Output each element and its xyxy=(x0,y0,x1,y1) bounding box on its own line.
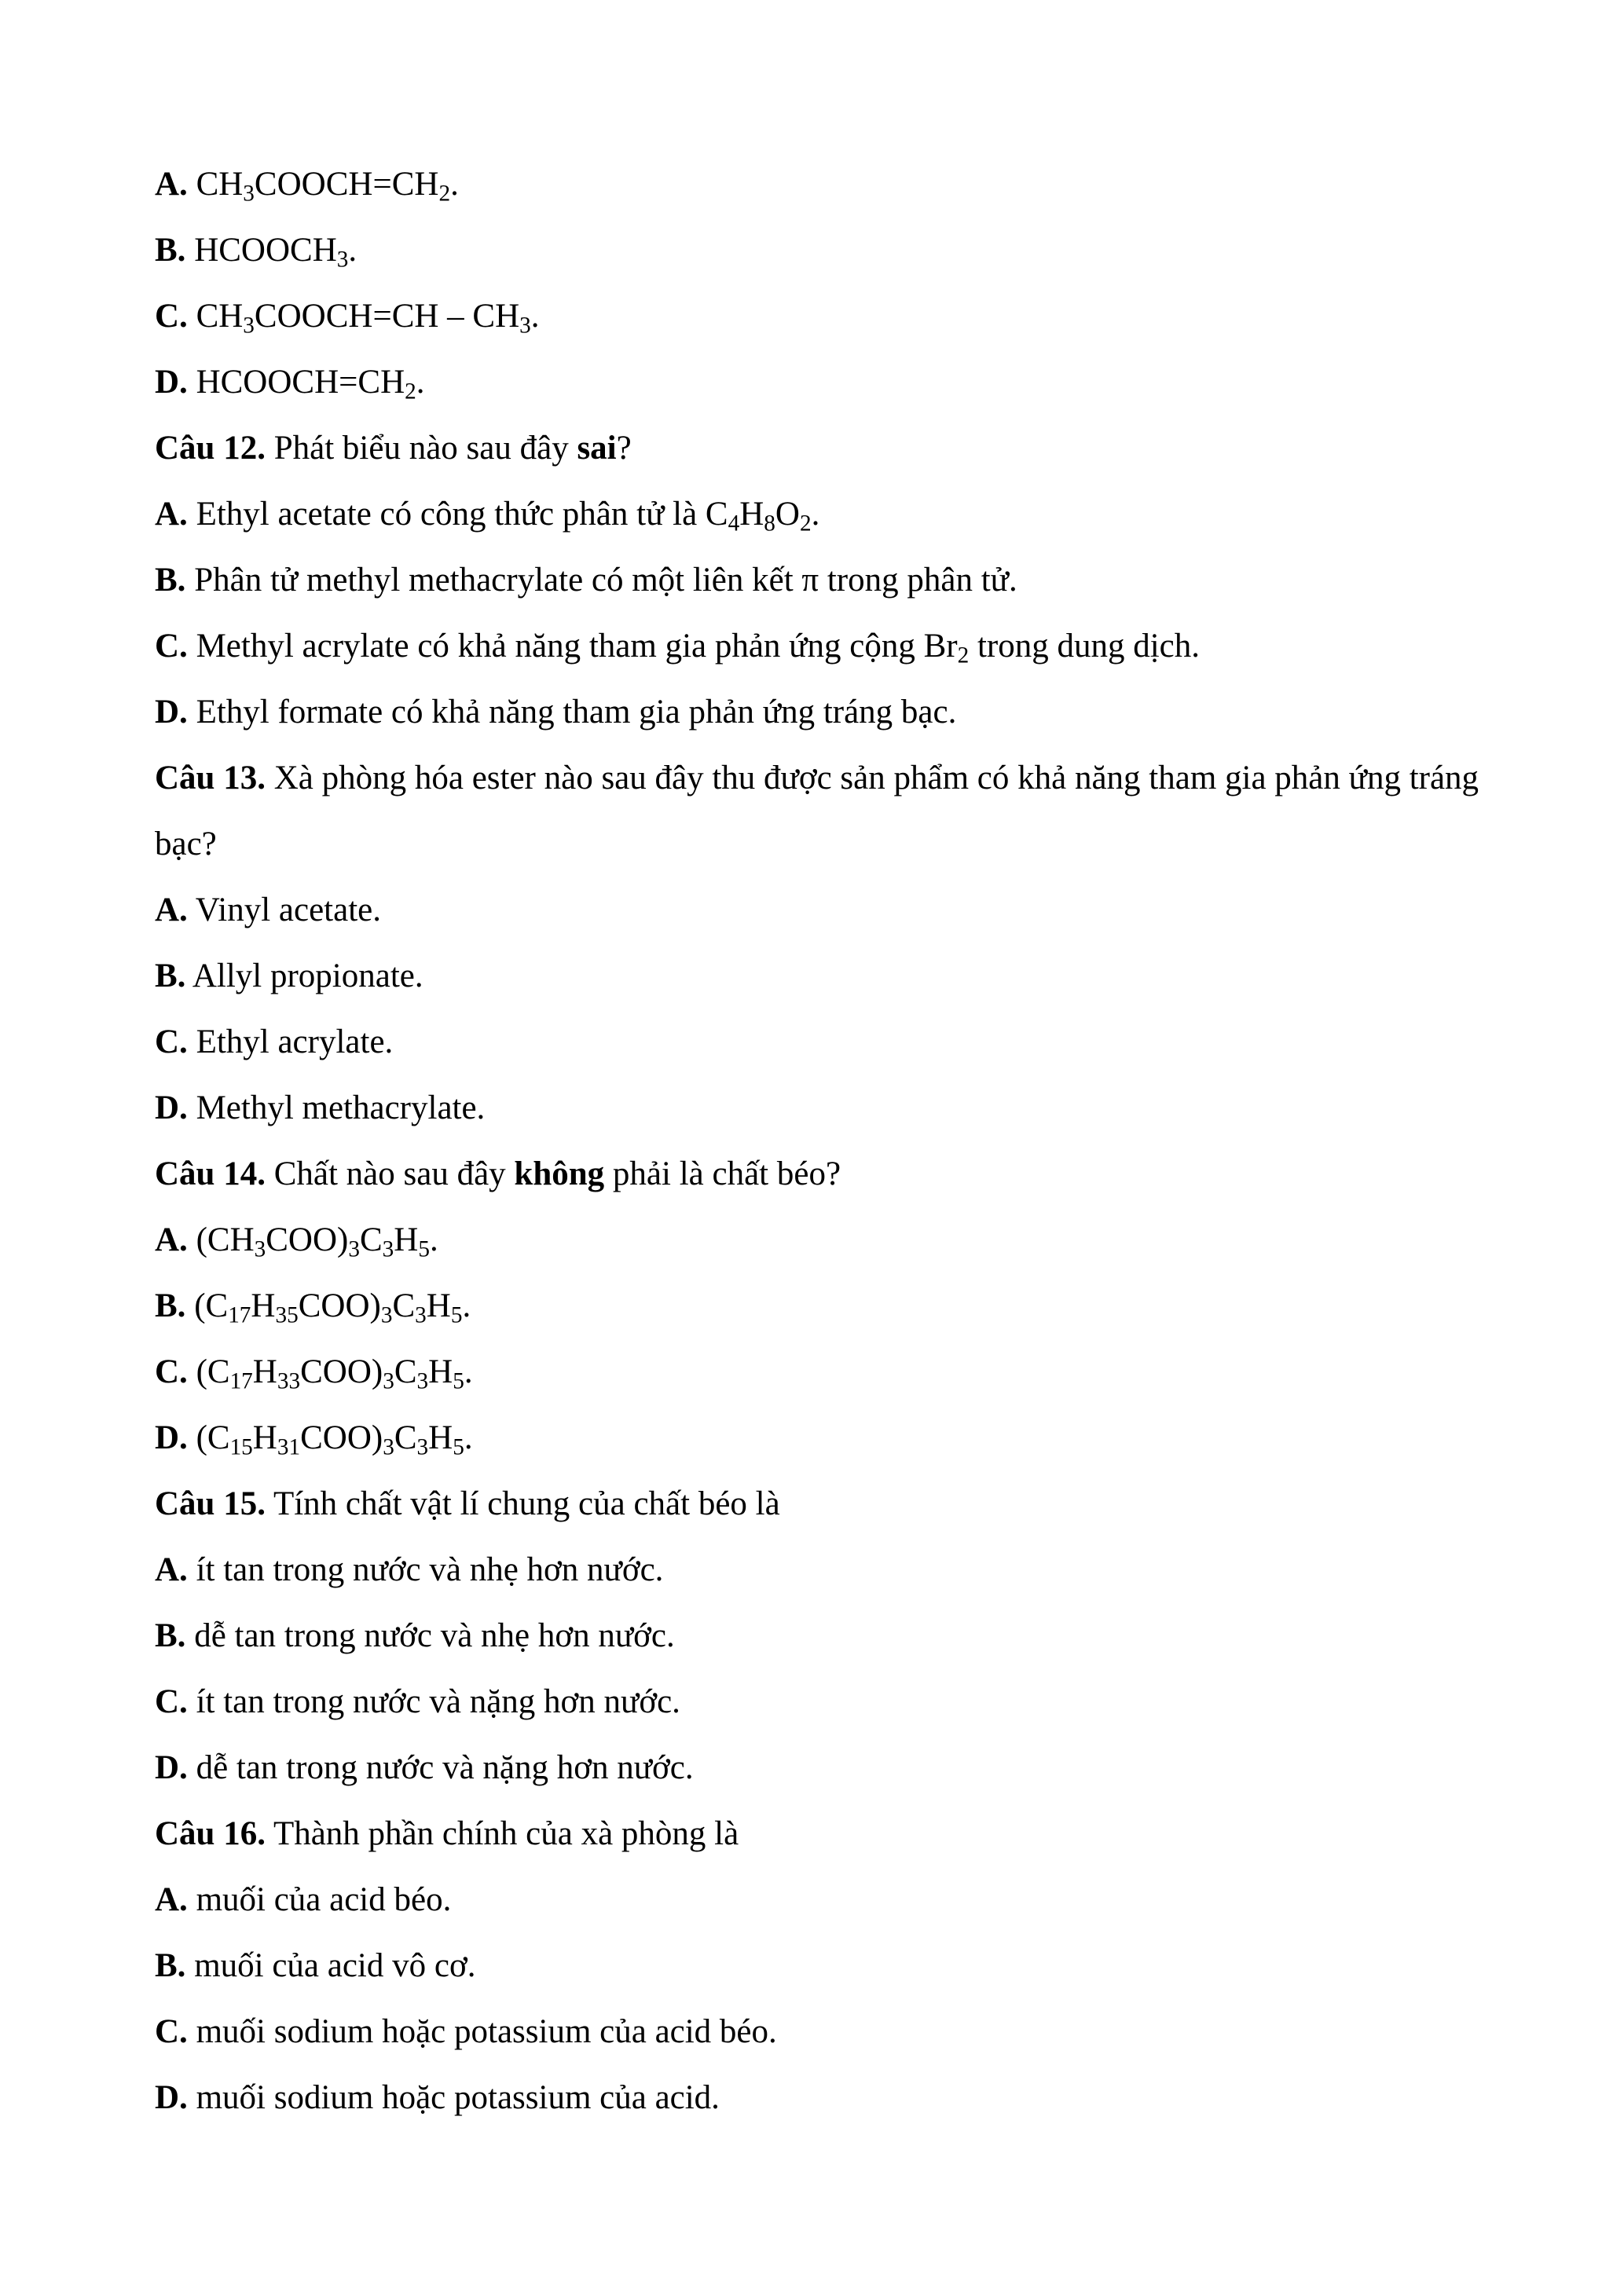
text-run: Allyl propionate. xyxy=(192,958,423,994)
text-run: H xyxy=(428,1353,453,1390)
text-run: muối sodium hoặc potassium của acid. xyxy=(196,2079,720,2116)
subscript: 3 xyxy=(336,247,349,273)
text-run: phải là chất béo? xyxy=(604,1155,841,1192)
option-letter: B. xyxy=(155,958,186,994)
option-letter: D. xyxy=(155,364,188,401)
subscript: 3 xyxy=(415,1302,427,1328)
text-run: COO) xyxy=(298,1287,381,1324)
subscript: 3 xyxy=(416,1434,429,1460)
text-run: muối của acid vô cơ. xyxy=(194,1947,476,1984)
answer-option xyxy=(155,1933,1490,1999)
option-letter: C. xyxy=(155,628,188,665)
question-stem xyxy=(155,416,1490,482)
option-letter: C. xyxy=(155,1023,188,1060)
text-run: COOCH=CH xyxy=(254,166,439,203)
option-letter: A. xyxy=(155,892,188,928)
question-number: Câu 14. xyxy=(155,1155,266,1192)
answer-option xyxy=(155,1405,1490,1471)
option-letter: C. xyxy=(155,2013,188,2050)
text-run: H xyxy=(252,1353,277,1390)
subscript: 15 xyxy=(229,1434,253,1460)
subscript: 5 xyxy=(453,1434,464,1460)
option-letter: D. xyxy=(155,1419,188,1456)
text-run: Ethyl formate có khả năng tham gia phản ứng tráng bạc. xyxy=(196,694,957,731)
subscript: 2 xyxy=(957,643,970,668)
option-letter: A. xyxy=(155,1881,188,1918)
answer-option xyxy=(155,679,1490,745)
subscript: 2 xyxy=(405,379,416,405)
subscript: 3 xyxy=(348,1236,360,1262)
subscript: 5 xyxy=(450,1302,463,1328)
answer-option xyxy=(155,877,1490,943)
answer-option xyxy=(155,1669,1490,1735)
subscript: 3 xyxy=(383,1434,394,1460)
text-run: COO) xyxy=(266,1221,349,1258)
answer-option xyxy=(155,1273,1490,1339)
answer-option xyxy=(155,350,1490,416)
text-run: (C xyxy=(196,1419,230,1456)
question-number: Câu 16. xyxy=(155,1815,266,1852)
option-letter: D. xyxy=(155,2079,188,2116)
text-run: CH xyxy=(196,166,244,203)
option-letter: A. xyxy=(155,496,188,533)
text-run: HCOOCH xyxy=(194,232,337,269)
emphasis-text: sai xyxy=(577,430,617,467)
answer-option xyxy=(155,2065,1490,2131)
text-run: C xyxy=(359,1221,383,1258)
text-run: H xyxy=(252,1419,277,1456)
question-stem xyxy=(155,745,1490,877)
text-run: H xyxy=(426,1287,451,1324)
option-letter: C. xyxy=(155,1683,188,1720)
answer-option xyxy=(155,152,1490,218)
answer-option xyxy=(155,547,1490,613)
text-run: CH xyxy=(196,298,244,335)
text-run: . xyxy=(464,1419,473,1456)
answer-option xyxy=(155,1537,1490,1603)
answer-option xyxy=(155,1999,1490,2065)
subscript: 3 xyxy=(416,1368,429,1394)
subscript: 17 xyxy=(228,1302,251,1328)
option-letter: B. xyxy=(155,1947,186,1984)
option-letter: C. xyxy=(155,298,188,335)
text-run: Phân tử methyl methacrylate có một liên kết π trong phân tử. xyxy=(194,562,1017,599)
question-number: Câu 12. xyxy=(155,430,266,467)
text-run: dễ tan trong nước và nhẹ hơn nước. xyxy=(194,1617,675,1654)
option-letter: D. xyxy=(155,694,188,731)
text-run: H xyxy=(394,1221,419,1258)
option-letter: D. xyxy=(155,1089,188,1126)
text-run: . xyxy=(429,1221,438,1258)
option-letter: B. xyxy=(155,562,186,599)
answer-option xyxy=(155,1009,1490,1075)
subscript: 33 xyxy=(277,1368,301,1394)
subscript: 31 xyxy=(277,1434,301,1460)
question-number: Câu 13. xyxy=(155,760,266,796)
text-run: . xyxy=(348,232,357,269)
text-run: Ethyl acetate có công thức phân tử là C xyxy=(196,496,728,533)
subscript: 3 xyxy=(243,181,255,207)
question-stem xyxy=(155,1471,1490,1537)
option-letter: A. xyxy=(155,166,188,203)
text-run: H xyxy=(428,1419,453,1456)
text-run: Phát biểu nào sau đây xyxy=(273,430,577,467)
subscript: 3 xyxy=(382,1236,394,1262)
text-run: . xyxy=(811,496,820,533)
text-run: H xyxy=(739,496,764,533)
text-run: Tính chất vật lí chung của chất béo là xyxy=(273,1485,780,1522)
subscript: 3 xyxy=(383,1368,394,1394)
answer-option xyxy=(155,1075,1490,1141)
question-stem xyxy=(155,1801,1490,1867)
text-run: dễ tan trong nước và nặng hơn nước. xyxy=(196,1749,694,1786)
text-run: Methyl methacrylate. xyxy=(196,1089,486,1126)
text-run: ít tan trong nước và nhẹ hơn nước. xyxy=(196,1551,664,1588)
option-letter: C. xyxy=(155,1353,188,1390)
option-letter: B. xyxy=(155,1287,186,1324)
text-run: (C xyxy=(194,1287,229,1324)
answer-option xyxy=(155,943,1490,1009)
text-run: HCOOCH=CH xyxy=(196,364,405,401)
text-run: . xyxy=(416,364,425,401)
text-run: COOCH=CH – CH xyxy=(254,298,520,335)
subscript: 3 xyxy=(254,1236,266,1262)
answer-option xyxy=(155,482,1490,547)
answer-option xyxy=(155,1339,1490,1405)
text-run: Vinyl acetate. xyxy=(195,892,381,928)
text-run: Chất nào sau đây xyxy=(273,1155,515,1192)
subscript: 3 xyxy=(243,313,255,339)
answer-option xyxy=(155,1603,1490,1669)
answer-option xyxy=(155,1207,1490,1273)
answer-option xyxy=(155,1867,1490,1933)
text-run: COO) xyxy=(300,1353,383,1390)
text-run: . xyxy=(450,166,459,203)
text-run: O xyxy=(775,496,800,533)
text-run: trong dung dịch. xyxy=(969,628,1201,665)
text-run: ? xyxy=(616,430,632,467)
text-run: Xà phòng hóa ester nào sau đây thu được sản phẩm có khả năng tham gia phản ứng tráng bạc? xyxy=(155,760,1479,862)
subscript: 8 xyxy=(764,511,775,536)
subscript: 2 xyxy=(438,181,451,207)
subscript: 5 xyxy=(418,1236,430,1262)
text-run: Thành phần chính của xà phòng là xyxy=(273,1815,739,1852)
subscript: 2 xyxy=(799,511,812,536)
option-letter: A. xyxy=(155,1221,188,1258)
text-run: (C xyxy=(196,1353,230,1390)
text-run: Methyl acrylate có khả năng tham gia phản ứng cộng Br xyxy=(196,628,958,665)
subscript: 17 xyxy=(229,1368,253,1394)
subscript: 35 xyxy=(275,1302,299,1328)
subscript: 5 xyxy=(453,1368,464,1394)
option-letter: B. xyxy=(155,232,186,269)
text-run: COO) xyxy=(300,1419,383,1456)
text-run: . xyxy=(530,298,540,335)
question-number: Câu 15. xyxy=(155,1485,266,1522)
text-run: (CH xyxy=(196,1221,255,1258)
document-page xyxy=(155,152,1490,2131)
answer-option xyxy=(155,284,1490,350)
subscript: 3 xyxy=(519,313,531,339)
text-run: . xyxy=(462,1287,471,1324)
answer-option xyxy=(155,1735,1490,1801)
subscript: 4 xyxy=(728,511,740,536)
text-run: muối của acid béo. xyxy=(196,1881,452,1918)
text-run: C xyxy=(394,1419,417,1456)
question-stem xyxy=(155,1141,1490,1207)
answer-option xyxy=(155,613,1490,679)
text-run: . xyxy=(464,1353,473,1390)
option-letter: D. xyxy=(155,1749,188,1786)
text-run: C xyxy=(392,1287,416,1324)
option-letter: B. xyxy=(155,1617,186,1654)
text-run: Ethyl acrylate. xyxy=(196,1023,394,1060)
option-letter: A. xyxy=(155,1551,188,1588)
text-run: C xyxy=(394,1353,417,1390)
emphasis-text: không xyxy=(514,1155,605,1192)
text-run: ít tan trong nước và nặng hơn nước. xyxy=(196,1683,680,1720)
text-run: muối sodium hoặc potassium của acid béo. xyxy=(196,2013,777,2050)
subscript: 3 xyxy=(380,1302,393,1328)
answer-option xyxy=(155,218,1490,284)
text-run: H xyxy=(251,1287,276,1324)
